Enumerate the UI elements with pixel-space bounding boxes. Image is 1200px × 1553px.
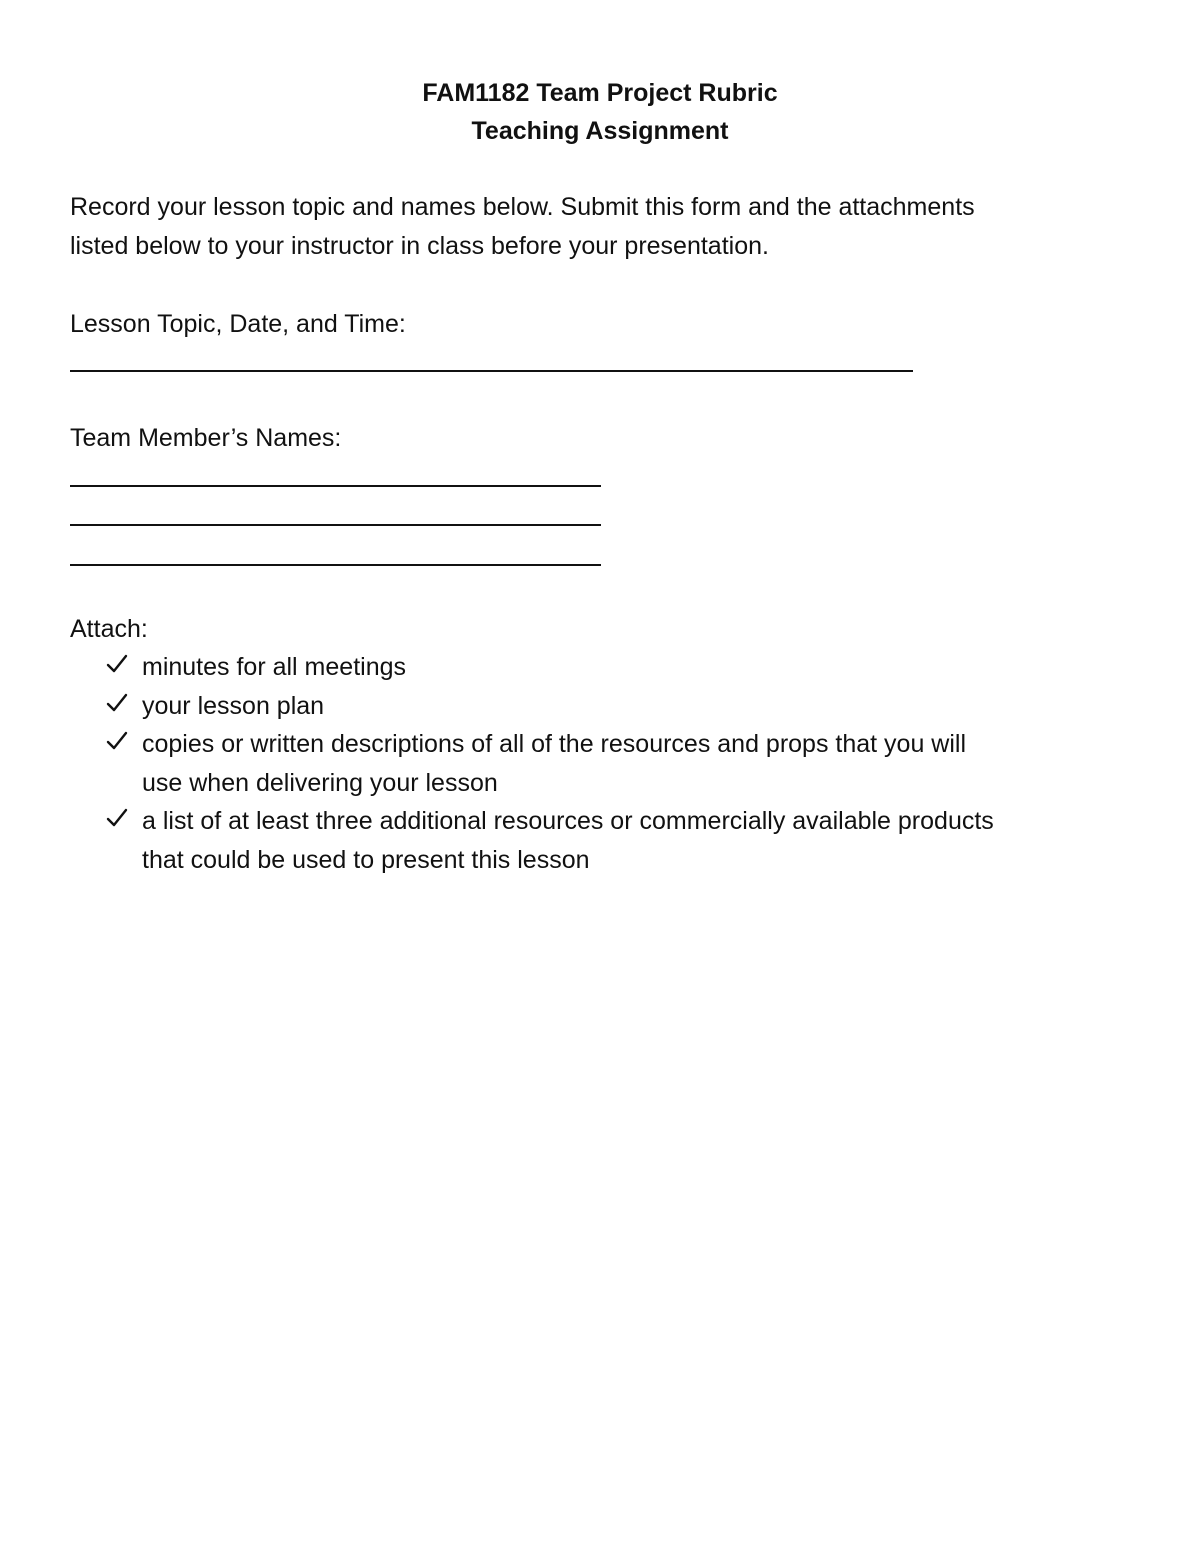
- instructions-line-1: Record your lesson topic and names below. Submit this form and the attachments: [70, 193, 975, 221]
- document-title: FAM1182 Team Project Rubric: [422, 79, 778, 107]
- lesson-topic-blank-line[interactable]: [70, 370, 913, 372]
- team-member-blank-line-1[interactable]: [70, 485, 601, 487]
- list-item: [70, 802, 1150, 879]
- attachments-checklist: [70, 648, 1150, 879]
- instructions-paragraph: [70, 188, 1140, 265]
- list-item: [70, 687, 1150, 726]
- check-icon: [106, 808, 128, 828]
- lesson-topic-label: Lesson Topic, Date, and Time:: [70, 310, 406, 338]
- attachment-text: your lesson plan: [142, 691, 325, 720]
- attachment-text-line-2: that could be used to present this lesson: [142, 845, 590, 874]
- document-subtitle: Teaching Assignment: [471, 117, 729, 145]
- check-icon: [106, 654, 128, 674]
- list-item: [70, 725, 1150, 802]
- team-members-label: Team Member’s Names:: [70, 424, 342, 452]
- instructions-line-2: listed below to your instructor in class before your presentation.: [70, 231, 769, 260]
- document-header: [0, 74, 1200, 150]
- list-item: [70, 648, 1150, 687]
- attachment-text-line-1: copies or written descriptions of all of the resources and props that you will: [142, 730, 967, 758]
- attachment-text-line-2: use when delivering your lesson: [142, 768, 498, 797]
- attach-label: Attach:: [70, 615, 148, 643]
- attachment-text: minutes for all meetings: [142, 653, 407, 681]
- check-icon: [106, 731, 128, 751]
- team-member-blank-line-2[interactable]: [70, 524, 601, 526]
- attachment-text-line-1: a list of at least three additional resources or commercially available products: [142, 807, 994, 835]
- team-member-blank-line-3[interactable]: [70, 564, 601, 566]
- check-icon: [106, 693, 128, 713]
